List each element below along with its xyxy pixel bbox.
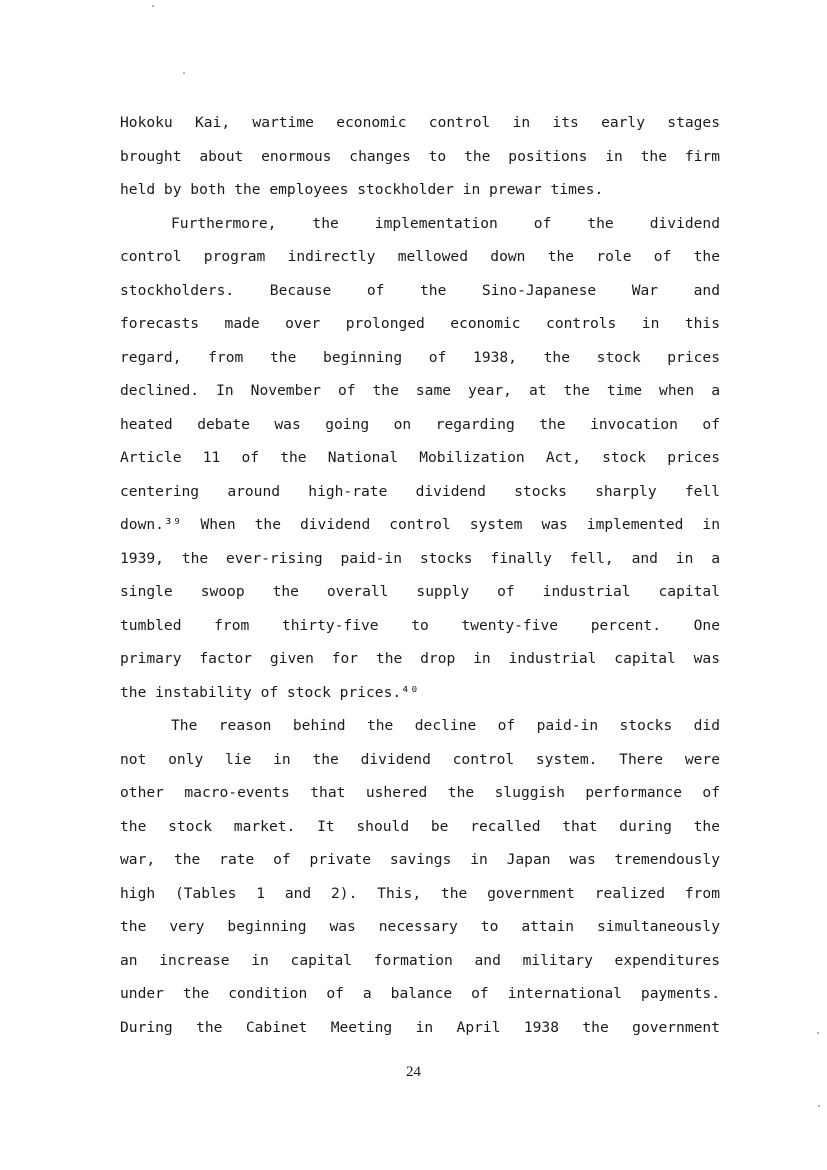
text-line: 1939, the ever-rising paid-in stocks finally fell, and in a: [120, 549, 720, 567]
text-line: the stock market. It should be recalled that during the: [120, 817, 720, 835]
text-line: not only lie in the dividend control system. There were: [120, 750, 720, 768]
text-line: tumbled from thirty-five to twenty-five percent. One: [120, 616, 720, 634]
page-number: 24: [406, 1064, 421, 1080]
text-line: centering around high-rate dividend stocks sharply fell: [120, 482, 720, 500]
text-line: Hokoku Kai, wartime economic control in its early stages: [120, 114, 720, 131]
text-line: Article 11 of the National Mobilization Act, stock prices: [120, 449, 720, 466]
text-line: held by both the employees stockholder in prewar times.: [120, 181, 604, 198]
text-line: down.³⁹ When the dividend control system was implemented in: [120, 516, 720, 533]
text-line: under the condition of a balance of international payments.: [120, 985, 720, 1002]
text-line: heated debate was going on regarding the invocation of: [120, 415, 720, 433]
text-line: an increase in capital formation and military expenditures: [120, 951, 720, 969]
scan-speck: [183, 72, 185, 74]
text-line: forecasts made over prolonged economic controls in this: [120, 315, 720, 332]
paragraph-start-line: Furthermore, the implementation of the dividend: [171, 214, 720, 232]
text-line: brought about enormous changes to the positions in the firm: [120, 147, 720, 165]
text-line: the very beginning was necessary to attain simultaneously: [120, 918, 720, 935]
paragraph-start-line: The reason behind the decline of paid-in stocks did: [171, 717, 720, 734]
text-line: During the Cabinet Meeting in April 1938 the government: [120, 1018, 720, 1036]
text-line: other macro-events that ushered the sluggish performance of: [120, 784, 720, 801]
text-line: the instability of stock prices.⁴⁰: [120, 683, 419, 701]
text-line: regard, from the beginning of 1938, the stock prices: [120, 348, 720, 366]
text-line: control program indirectly mellowed down the role of the: [120, 248, 720, 265]
scan-speck: [818, 1105, 820, 1107]
text-line: primary factor given for the drop in industrial capital was: [120, 650, 720, 667]
text-line: stockholders. Because of the Sino-Japanese War and: [120, 281, 720, 299]
scan-speck: [817, 1032, 819, 1034]
scan-speck: [152, 5, 154, 7]
text-line: declined. In November of the same year, at the time when a: [120, 382, 720, 399]
text-line: war, the rate of private savings in Japan was tremendously: [120, 851, 720, 868]
text-line: single swoop the overall supply of industrial capital: [120, 583, 720, 600]
text-line: high (Tables 1 and 2). This, the government realized from: [120, 884, 720, 902]
body-text: [120, 110, 720, 1048]
